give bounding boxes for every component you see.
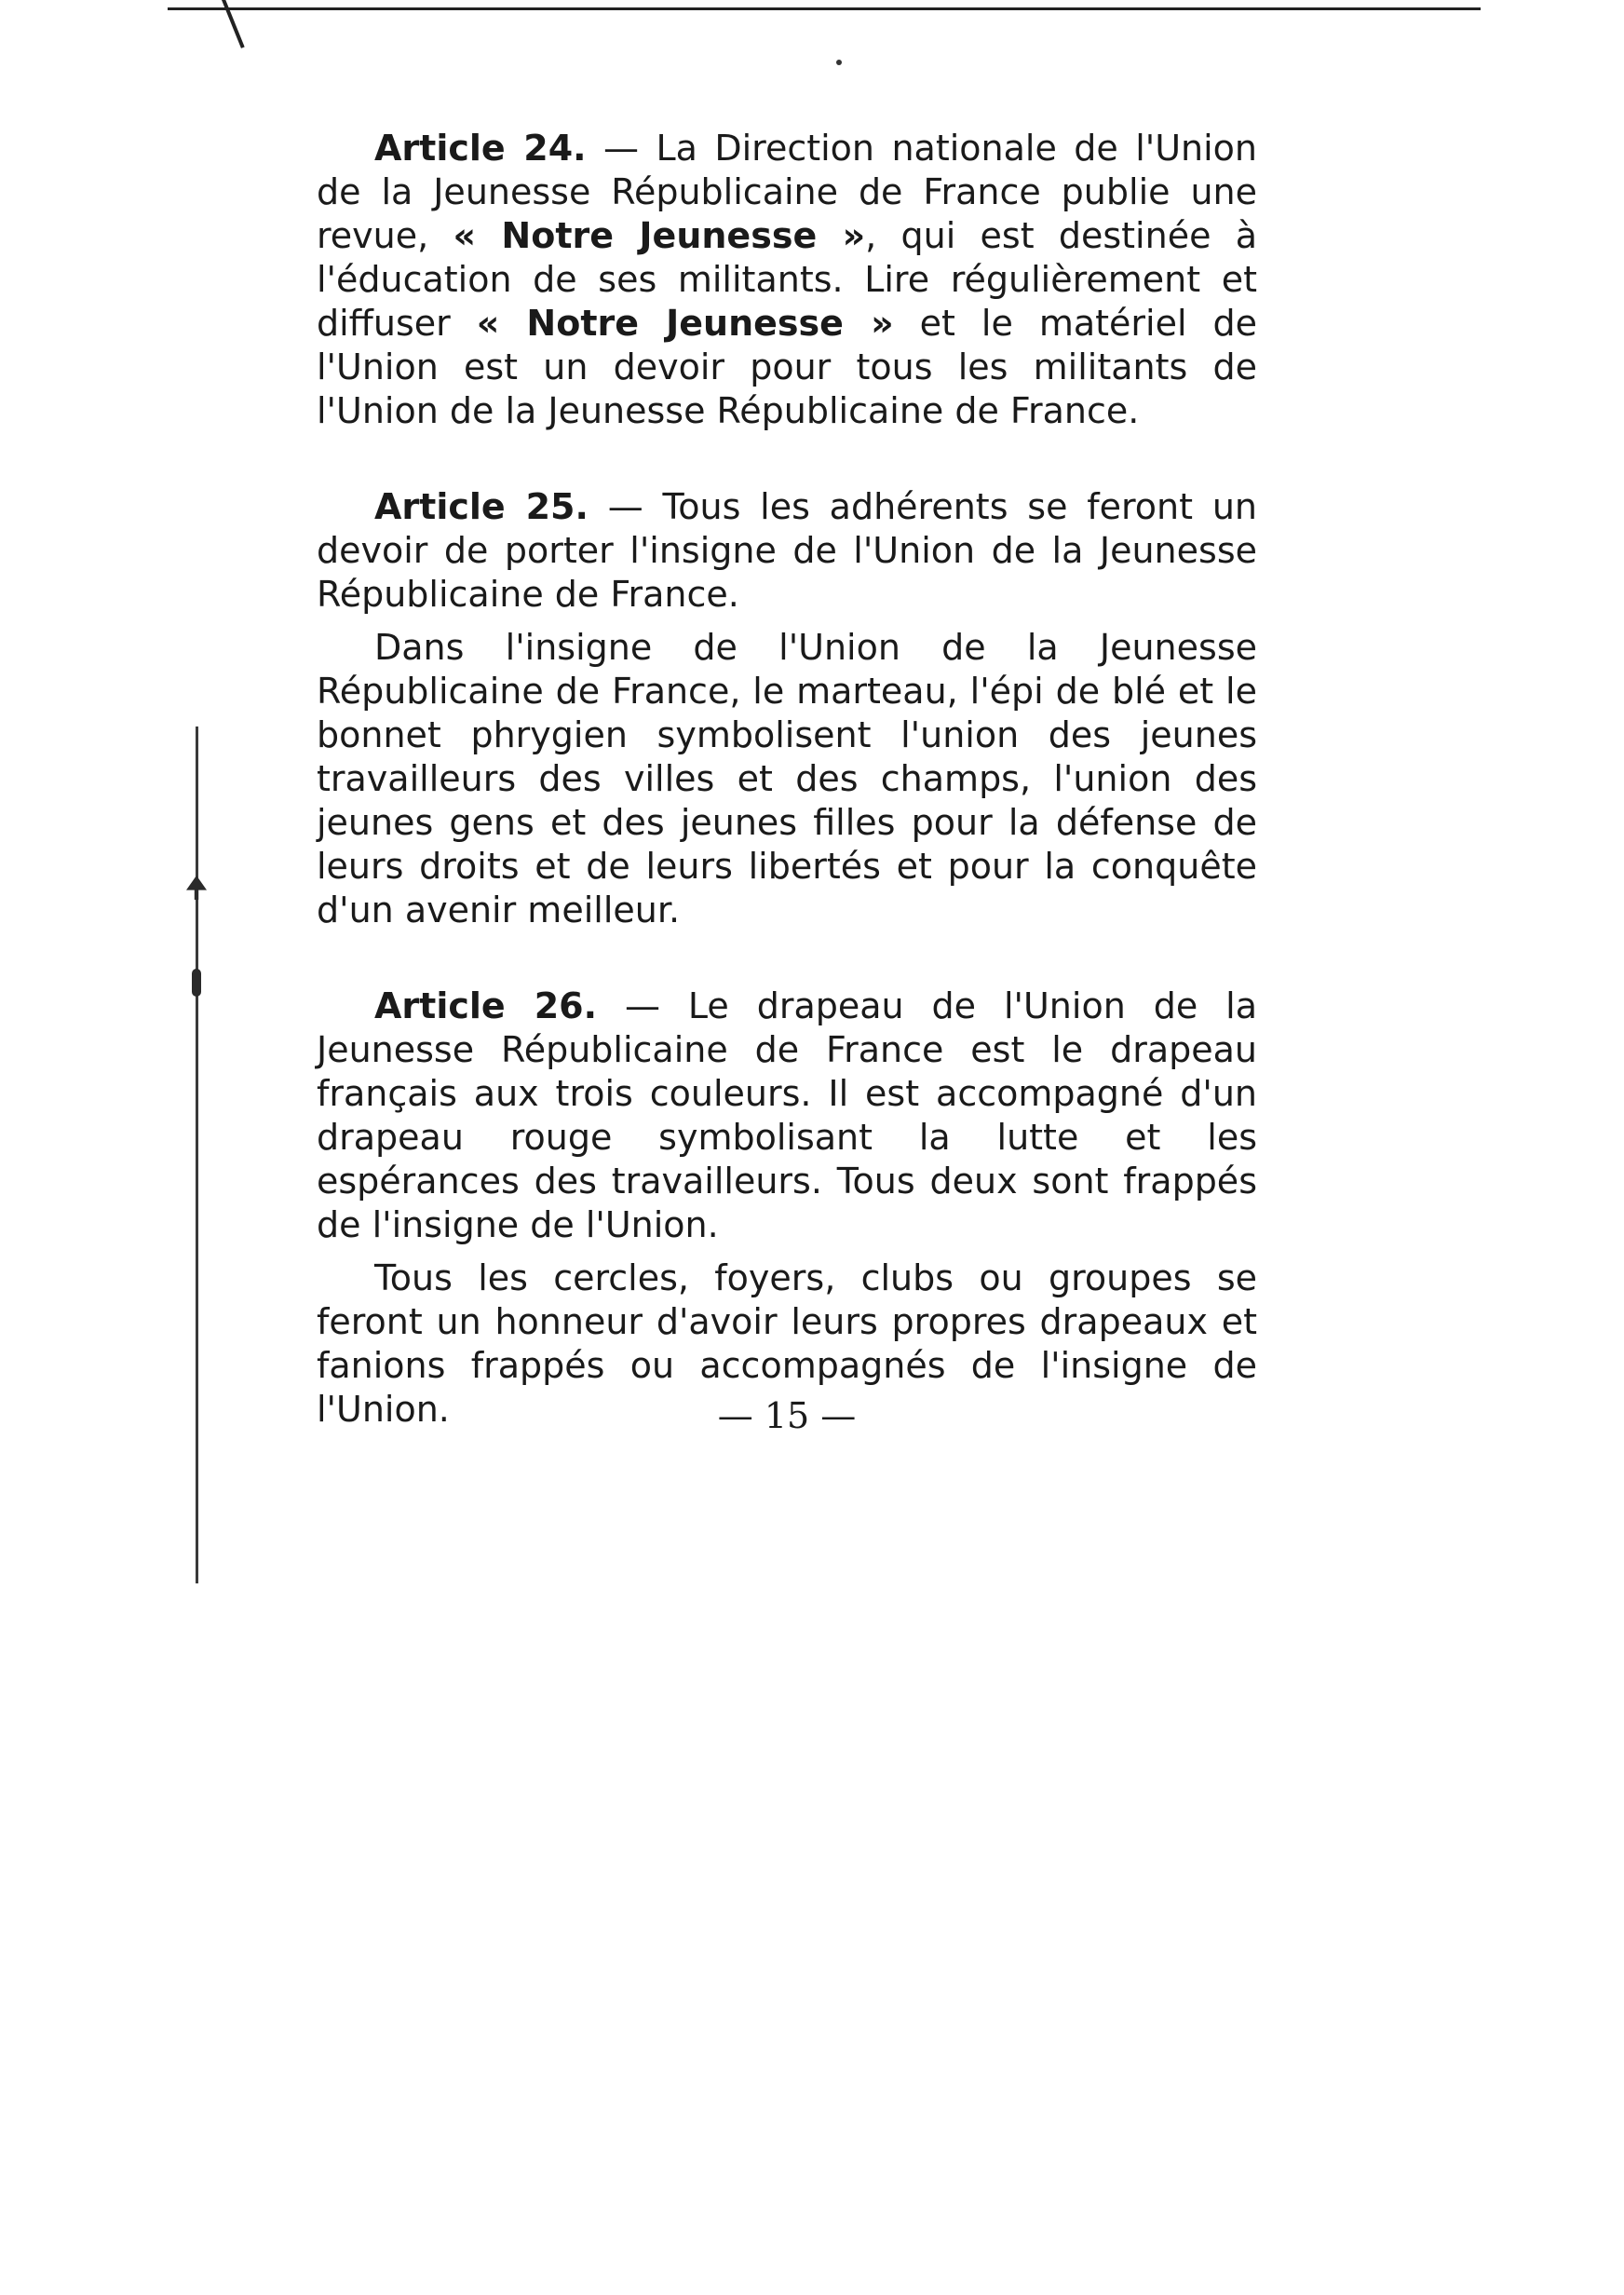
article-24-journal-title-2: « Notre Jeunesse »: [476, 303, 894, 344]
article-25-paragraph-2: Dans l'insigne de l'Union de la Jeunesse Républicaine de France, le marteau, l'épi de blé et le bonnet phrygien symbolisent l'union des jeunes travailleurs des villes et des champs, l'union des jeunes gens et des jeunes filles pour la défense de leurs droits et de leurs libertés et pour la conquête d'un avenir meilleur.: [317, 627, 1257, 930]
scan-top-border: [168, 7, 1481, 10]
scan-binding-mark: [192, 969, 201, 997]
spacer: [317, 433, 1257, 485]
document-page: [317, 127, 1258, 1436]
scan-binding-mark: [186, 876, 207, 900]
article-24-text-b: , qui est destinée à l'éducation de ses militants. Lire régulièrement et diffuser: [317, 215, 1257, 344]
article-26-label: Article 26.: [374, 985, 598, 1026]
scan-speck: [836, 60, 842, 65]
article-25-label: Article 25.: [374, 486, 589, 527]
article-25: [317, 485, 1257, 617]
spacer: [317, 932, 1257, 985]
article-24-journal-title: « Notre Jeunesse »: [453, 215, 866, 256]
scan-binding-line: [196, 727, 198, 1583]
article-26: [317, 985, 1257, 1247]
article-24-label: Article 24.: [374, 128, 587, 169]
article-26-text: — Le drapeau de l'Union de la Jeunesse Républicaine de France est le drapeau français aux trois couleurs. Il est accompagné d'un drapeau rouge symbolisant la lutte et les espérances des travailleurs. Tous deux sont frappés de l'insigne de l'Union.: [317, 985, 1257, 1245]
article-26-paragraph-2: Tous les cercles, foyers, clubs ou groupes se feront un honneur d'avoir leurs propres drapeaux et fanions frappés ou accompagnés de l'insigne de l'Union.: [317, 1257, 1257, 1430]
page-number: — 15 —: [717, 1395, 857, 1436]
article-25-text: — Tous les adhérents se feront un devoir de porter l'insigne de l'Union de la Jeunesse Républicaine de France.: [317, 486, 1257, 615]
article-24: [317, 127, 1257, 433]
article-24-text-a: — La Direction nationale de l'Union de la Jeunesse Républicaine de France publie une revue,: [317, 128, 1257, 256]
article-24-text-c: et le matériel de l'Union est un devoir pour tous les militants de l'Union de la Jeunesse Républicaine de France.: [317, 303, 1258, 431]
